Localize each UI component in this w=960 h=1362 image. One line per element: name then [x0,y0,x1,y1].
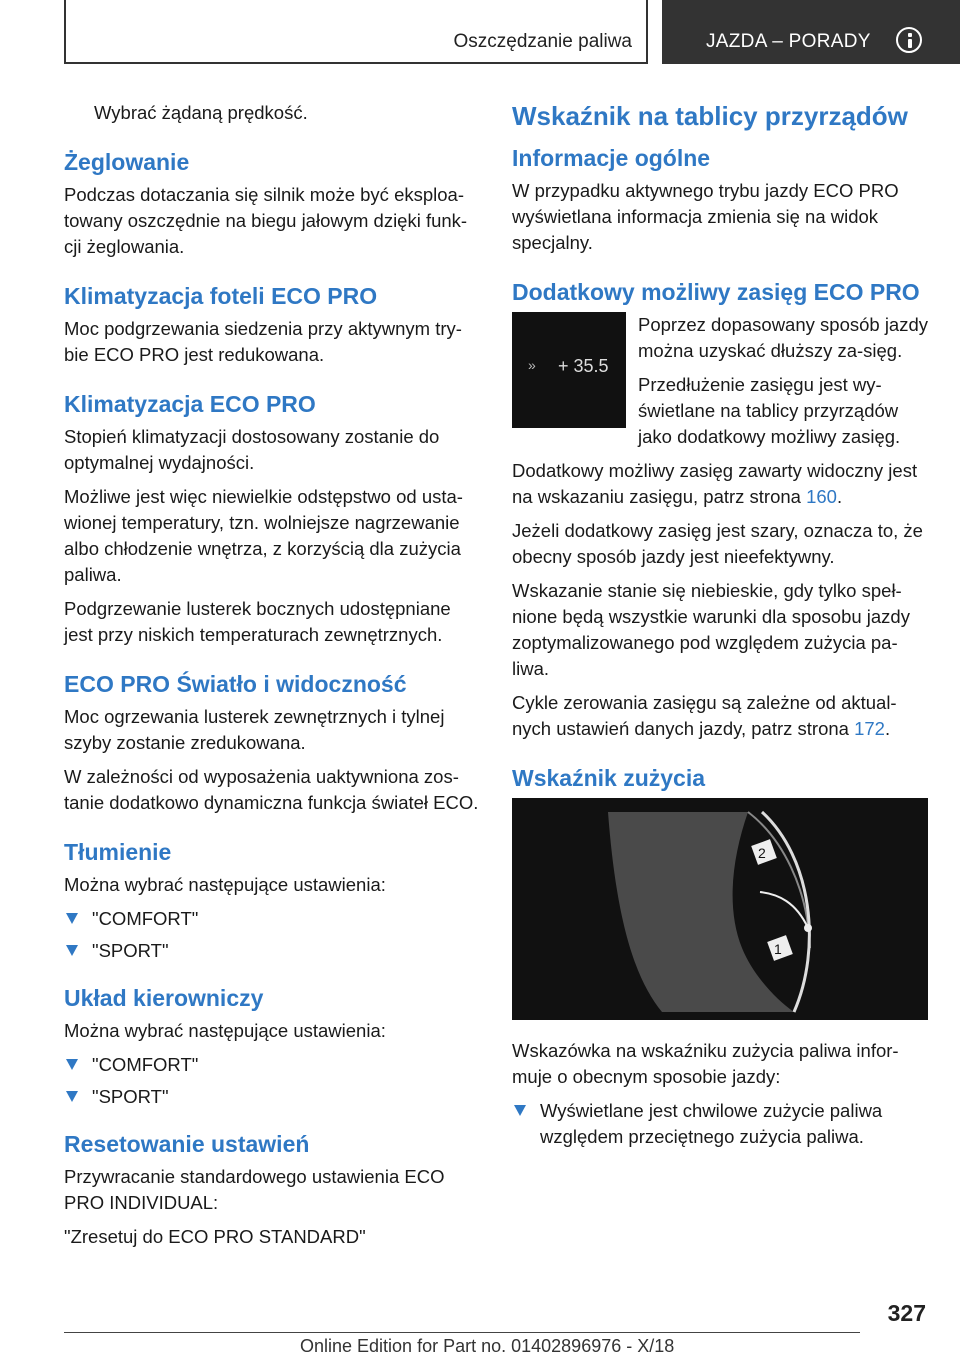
right-column [512,100,932,1156]
range-text-3: Dodatkowy możliwy zasięg zawarty widoczny jest na wskazaniu zasięgu, patrz strona 160. [512,460,918,507]
reset-text-1: Przywracanie standardowego ustawienia ECO PRO INDIVIDUAL: [64,1166,445,1213]
seat-climate-heading: Klimatyzacja foteli ECO PRO [64,283,378,309]
list-item: "COMFORT" [64,1052,484,1078]
reset-heading: Resetowanie ustawień [64,1131,310,1157]
triangle-bullet-icon [66,913,78,924]
main-heading: Wskaźnik na tablicy przyrządów [512,101,908,131]
page-link[interactable]: 160 [806,486,837,507]
triangle-bullet-icon [66,945,78,956]
gauge-graphic [512,798,928,1020]
damping-heading: Tłumienie [64,839,172,865]
range-heading: Dodatkowy możliwy zasięg ECO PRO [512,279,920,305]
header-section-box [64,0,648,64]
range-text-6: Cykle zerowania zasięgu są zależne od aktual-nych ustawień danych jazdy, patrz strona 172. [512,692,897,739]
footer-edition: Online Edition for Part no. 01402896976 - X/18 [300,1336,675,1356]
damping-list [64,906,484,964]
info-icon[interactable] [896,27,922,53]
consumption-gauge-image [512,798,928,1020]
steering-list [64,1052,484,1110]
intro-text: Wybrać żądaną prędkość. [94,102,308,123]
list-item: Wyświetlane jest chwilowe zużycie paliwa względem przeciętnego zużycia paliwa. [512,1098,932,1150]
range-display-image [512,312,626,428]
sailing-heading: Żeglowanie [64,149,190,175]
sailing-text: Podczas dotaczania się silnik może być eksploa-towany oszczędnie na biegu jałowym dzięki funk-cji żeglowania. [64,184,468,257]
light-text-1: Moc ogrzewania lusterek zewnętrznych i tylnej szyby zostanie zredukowana. [64,706,445,753]
gauge-marker-2: 2 [758,845,766,861]
range-value: + 35.5 [558,356,609,376]
list-item: "COMFORT" [64,906,484,932]
header-chapter-box [662,0,960,64]
list-item: "SPORT" [64,938,484,964]
range-text-2: Przedłużenie zasięgu jest wy-świetlane na tablicy przyrządów jako dodatkowy możliwy zasięg. [638,374,901,447]
consumption-heading: Wskaźnik zużycia [512,765,706,791]
range-fuel-icon: » [528,357,536,373]
gauge-marker-1: 1 [774,941,782,957]
header-section-title: Oszczędzanie paliwa [453,31,632,52]
range-text-5: Wskazanie stanie się niebieskie, gdy tylko speł-nione będą wszystkie warunki dla sposobu jazdy zoptymalizowanego pod względem zużycia pa-liwa. [512,580,910,679]
climate-text-1: Stopień klimatyzacji dostosowany zostanie do optymalnej wydajności. [64,426,440,473]
consumption-list [512,1098,932,1150]
left-column [64,100,484,1258]
light-text-2: W zależności od wyposażenia uaktywniona zos-tanie dodatkowo dynamiczna funkcja świateł ECO. [64,766,479,813]
climate-text-3: Podgrzewanie lusterek bocznych udostępniane jest przy niskich temperaturach zewnętrznych. [64,598,451,645]
triangle-bullet-icon [66,1091,78,1102]
consumption-text: Wskazówka na wskaźniku zużycia paliwa infor-muje o obecnym sposobie jazdy: [512,1040,899,1087]
triangle-bullet-icon [514,1105,526,1116]
general-heading: Informacje ogólne [512,145,711,171]
climate-text-2: Możliwe jest więc niewielkie odstępstwo od usta-wionej temperatury, tzn. wolniejsze nagrzewanie albo chłodzenie wnętrza, z korzyścią dla zużycia paliwa. [64,486,463,585]
reset-text-2: "Zresetuj do ECO PRO STANDARD" [64,1226,366,1247]
general-text: W przypadku aktywnego trybu jazdy ECO PRO wyświetlana informacja zmienia się na widok specjalny. [512,180,899,253]
steering-heading: Układ kierowniczy [64,985,264,1011]
list-item: "SPORT" [64,1084,484,1110]
range-text-4: Jeżeli dodatkowy zasięg jest szary, oznacza to, że obecny sposób jazdy jest nieefektywny. [512,520,923,567]
range-text-1: Poprzez dopasowany sposób jazdy można uzyskać dłuższy za-sięg. [638,314,929,361]
steering-text: Można wybrać następujące ustawienia: [64,1020,386,1041]
seat-climate-text: Moc podgrzewania siedzenia przy aktywnym try-bie ECO PRO jest redukowana. [64,318,462,365]
damping-text: Można wybrać następujące ustawienia: [64,874,386,895]
climate-heading: Klimatyzacja ECO PRO [64,391,316,417]
page-link[interactable]: 172 [854,718,885,739]
triangle-bullet-icon [66,1059,78,1070]
light-heading: ECO PRO Światło i widoczność [64,671,407,697]
footer-divider [64,1332,860,1333]
header-chapter-title: JAZDA – PORADY [706,31,871,52]
page-number: 327 [887,1300,926,1326]
